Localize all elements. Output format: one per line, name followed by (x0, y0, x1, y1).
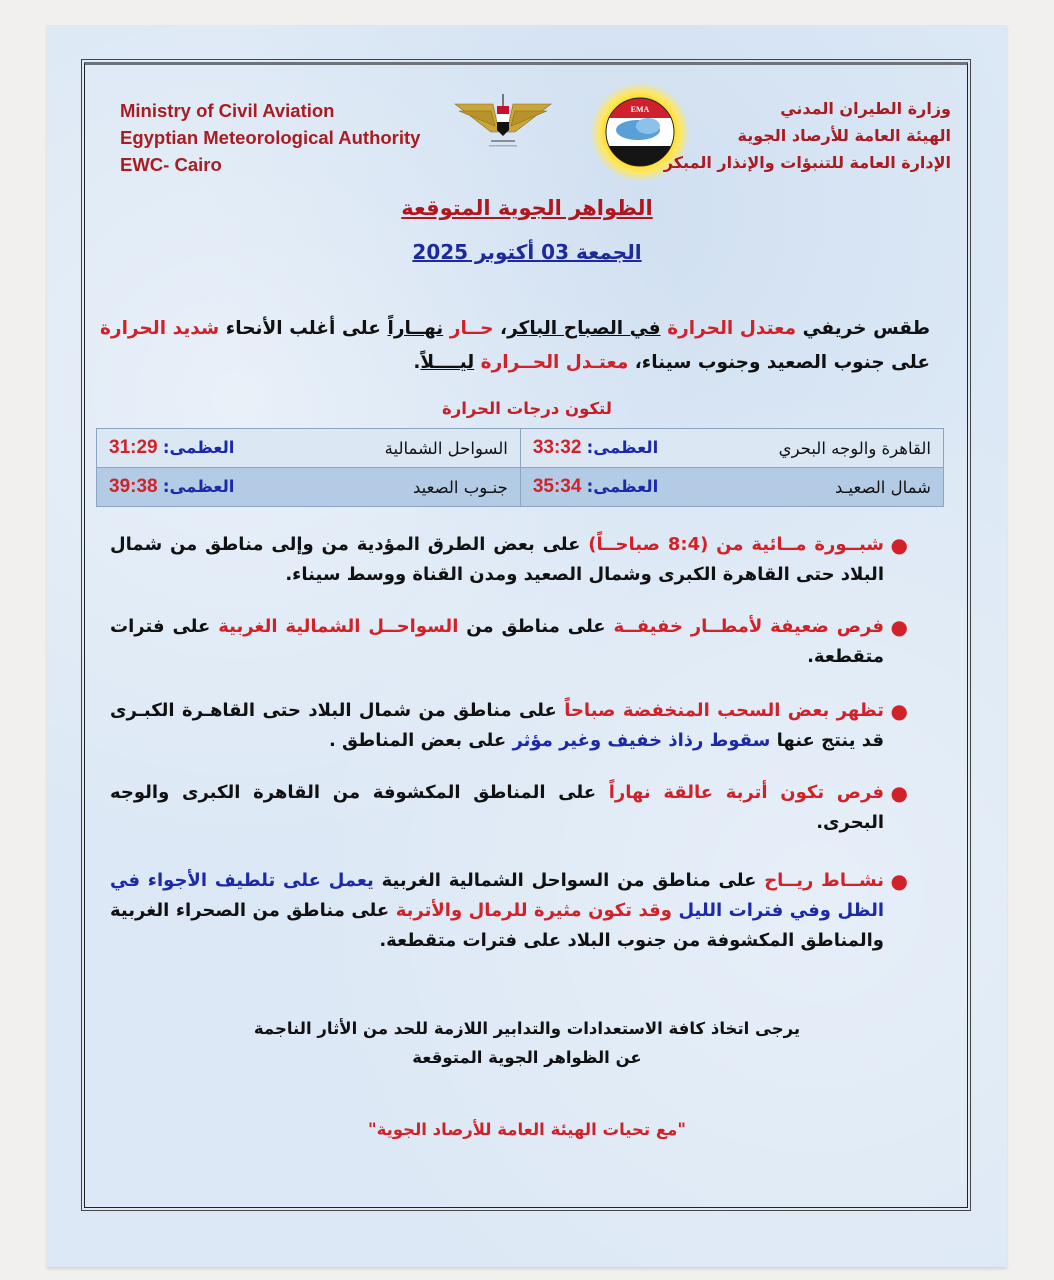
forecast-date: الجمعة 03 أكتوبر 2025 (412, 240, 642, 264)
max-temp-cell (520, 429, 737, 468)
max-temp-value: 31:29 (109, 437, 158, 458)
header-ministry-ar: وزارة الطيران المدني (780, 99, 951, 118)
max-temp-value: 33:32 (532, 437, 582, 458)
bullet-icon: ● (890, 615, 908, 639)
phenomenon-text: على فترات متقطعة. (110, 616, 884, 667)
closing-line: عن الظواهر الجوية المتوقعة (412, 1048, 642, 1067)
phenomenon-highlight-blue: سقوط رذاذ خفيف وغير مؤثر (512, 730, 771, 751)
greeting-signoff: "مع تحيات الهيئة العامة للأرصاد الجوية" (368, 1120, 686, 1139)
intro-text: طقس خريفي (796, 318, 930, 339)
intro-highlight: حــار (449, 318, 494, 339)
header-arabic (664, 95, 951, 176)
list-item (110, 866, 910, 956)
max-label: العظمى: (162, 438, 235, 457)
table-row (97, 429, 944, 468)
max-temp-value: 39:38 (109, 476, 158, 497)
document-title: الظواهر الجوية المتوقعة (401, 196, 653, 220)
max-label: العظمى: (162, 477, 235, 496)
list-item (110, 612, 910, 672)
bullet-icon: ● (890, 869, 908, 893)
closing-advisory (0, 1014, 1054, 1072)
ema-logo-text: EMA (630, 105, 650, 114)
max-temp-value: 35:34 (532, 476, 582, 497)
phenomenon-highlight: نشــاط ريــاح (764, 870, 884, 891)
region-cell: القاهرة والوجه البحري (737, 429, 943, 468)
header-authority-en: Egyptian Meteorological Authority (120, 127, 421, 148)
phenomenon-text: على مناطق من الصحراء الغربية والمناطق المكشوفة من جنوب البلاد على فترات متقطعة. (110, 900, 884, 951)
list-item (110, 696, 910, 756)
phenomenon-text: على بعض المناطق . (328, 730, 513, 751)
intro-underlined: في الصباح الباكر (507, 318, 661, 339)
bullet-icon: ● (890, 699, 908, 723)
intro-highlight: شديد الحرارة (100, 318, 220, 339)
list-item (110, 530, 910, 590)
header-authority-ar: الهيئة العامة للأرصاد الجوية (737, 126, 951, 145)
bullet-icon: ● (890, 533, 908, 557)
temperature-table (96, 428, 944, 507)
phenomenon-highlight-blue: يعمل على تلطيف الأجواء في الظل وفي فترات الليل (110, 870, 884, 921)
list-item (110, 778, 910, 838)
header-ministry-en: Ministry of Civil Aviation (120, 100, 335, 121)
phenomenon-highlight: وقد تكون مثيرة للرمال والأتربة (395, 900, 672, 921)
max-temp-cell (97, 468, 314, 507)
phenomenon-text: على مناطق من (458, 616, 614, 637)
ministry-wings-logo-icon (453, 92, 553, 152)
phenomenon-text: على بعض الطرق المؤدية من وإلى مناطق من شمال البلاد حتى القاهرة الكبرى وشمال الصعيد ومدن القناة ووسط سيناء. (110, 534, 884, 585)
intro-text: على جنوب الصعيد وجنوب سيناء، (628, 352, 930, 373)
phenomenon-highlight: شبــورة مــائية من (8:4 صباحــاً) (588, 534, 885, 555)
intro-text: . (413, 352, 421, 373)
table-row (97, 468, 944, 507)
max-label: العظمى: (586, 438, 659, 457)
bullet-icon: ● (890, 781, 908, 805)
header-english (120, 97, 420, 178)
intro-underlined: ليــــلاً (420, 352, 475, 373)
header-center-en: EWC- Cairo (120, 154, 222, 175)
intro-highlight: معتدل الحرارة (667, 318, 797, 339)
intro-highlight: معتـدل الحــرارة (480, 352, 629, 373)
phenomena-list (110, 530, 910, 982)
max-temp-cell (97, 429, 314, 468)
phenomenon-highlight: فرص تكون أتربة عالقة نهاراً (608, 782, 884, 803)
phenomenon-text: على مناطق من السواحل الشمالية الغربية (373, 870, 765, 891)
max-temp-cell (520, 468, 737, 507)
intro-text: على أغلب الأنحاء (219, 318, 388, 339)
phenomenon-text: على مناطق من شمال البلاد حتى القاهـرة الكبـرى قد ينتج عنها (110, 700, 884, 751)
intro-underlined: نهــاراً (387, 318, 444, 339)
header-department-ar: الإدارة العامة للتنبؤات والإنذار المبكر (663, 153, 951, 172)
phenomenon-text: على المناطق المكشوفة من القاهرة الكبرى والوجه البحرى. (110, 782, 884, 833)
phenomenon-highlight: فرص ضعيفة لأمطــار خفيفــة (613, 616, 884, 637)
region-cell: السواحل الشمالية (313, 429, 520, 468)
temperature-table-title: لتكون درجات الحرارة (442, 399, 612, 418)
intro-text (443, 318, 450, 339)
phenomenon-highlight: السواحــل الشمالية الغربية (218, 616, 459, 637)
closing-line: يرجى اتخاذ كافة الاستعدادات والتدابير اللازمة للحد من الأثار الناجمة (253, 1019, 801, 1038)
intro-paragraph (100, 312, 930, 380)
region-cell: جنـوب الصعيد (313, 468, 520, 507)
intro-text: ، (493, 318, 508, 339)
phenomenon-highlight: تظهر بعض السحب المنخفضة صباحاً (564, 700, 884, 721)
region-cell: شمال الصعيـد (737, 468, 943, 507)
max-label: العظمى: (586, 477, 659, 496)
